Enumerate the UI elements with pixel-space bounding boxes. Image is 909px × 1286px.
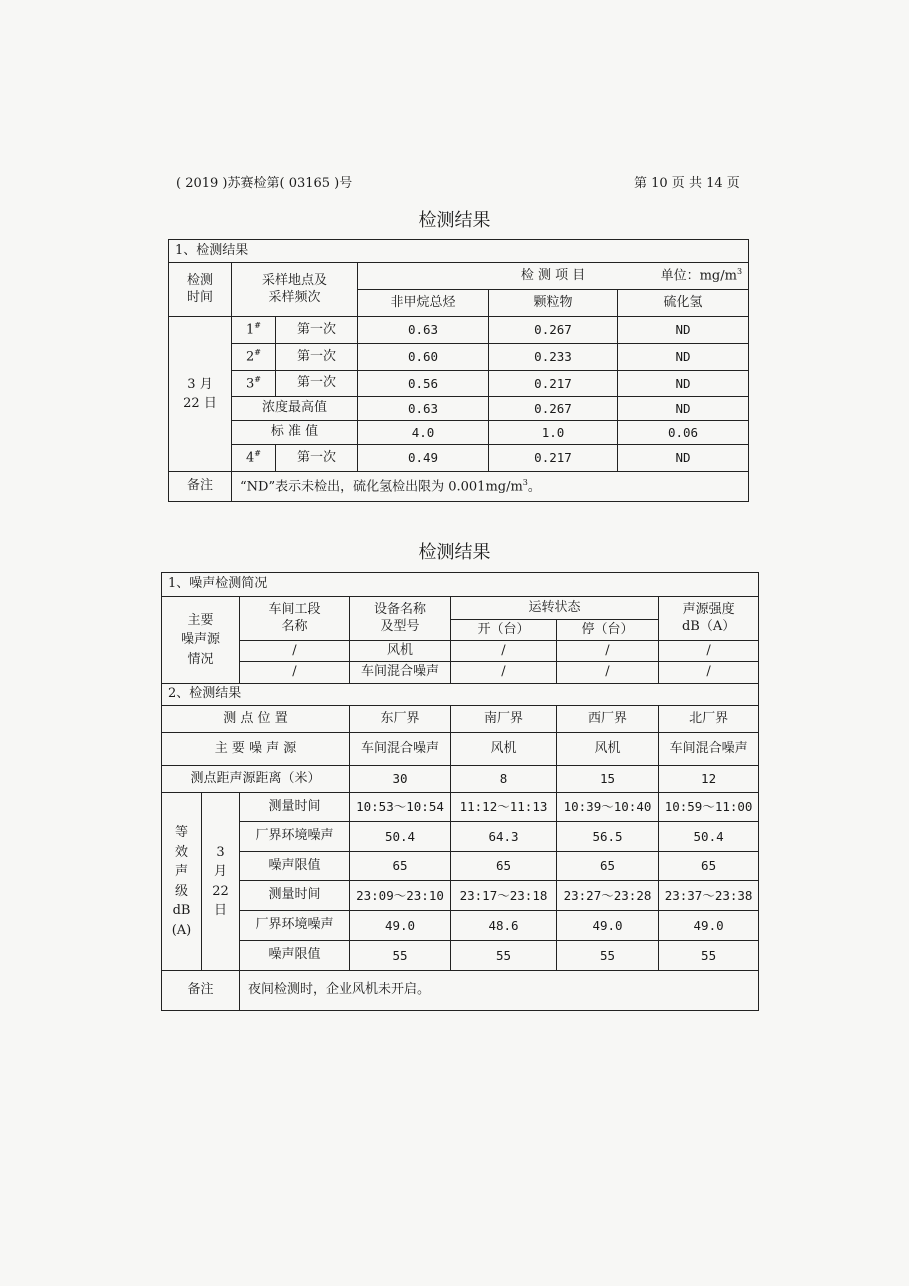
header-equipment: 设备名称 及型号	[350, 597, 451, 641]
value-cell: 0.63	[358, 317, 489, 344]
value-cell: 64.3	[451, 822, 557, 852]
distance-label: 测点距声源距离（米）	[162, 766, 350, 793]
distance-cell: 8	[451, 766, 557, 793]
value-cell: 65	[557, 852, 659, 881]
value-cell: ND	[618, 317, 749, 344]
value-cell: 0.217	[489, 371, 618, 397]
row-label: 噪声限值	[240, 941, 350, 971]
src-cell: /	[659, 662, 759, 684]
location-south: 南厂界	[451, 706, 557, 733]
source-cell: 风机	[451, 733, 557, 766]
value-cell: 10:59～11:00	[659, 793, 759, 822]
freq-label: 第一次	[276, 445, 358, 472]
table2-section2-title: 2、检测结果	[162, 684, 759, 706]
freq-label: 第一次	[276, 317, 358, 344]
distance-cell: 30	[350, 766, 451, 793]
src-cell: 风机	[350, 641, 451, 662]
value-cell: 11:12～11:13	[451, 793, 557, 822]
value-cell: 23:37～23:38	[659, 881, 759, 911]
header-time: 检测 时间	[169, 263, 232, 317]
value-cell: 50.4	[350, 822, 451, 852]
table2-section1-title: 1、噪声检测简况	[162, 573, 759, 597]
value-cell: 0.56	[358, 371, 489, 397]
note-text: 夜间检测时，企业风机未开启。	[240, 971, 759, 1011]
row-label: 厂界环境噪声	[240, 911, 350, 941]
note-label: 备注	[162, 971, 240, 1011]
value-cell: 55	[451, 941, 557, 971]
site-label: 4#	[232, 445, 276, 472]
value-cell: 55	[350, 941, 451, 971]
value-cell: 49.0	[659, 911, 759, 941]
value-cell: 56.5	[557, 822, 659, 852]
value-cell: 55	[557, 941, 659, 971]
source-cell: 车间混合噪声	[350, 733, 451, 766]
location-west: 西厂界	[557, 706, 659, 733]
value-cell: 49.0	[557, 911, 659, 941]
value-cell: 0.217	[489, 445, 618, 472]
value-cell: 10:39～10:40	[557, 793, 659, 822]
value-cell: 23:27～23:28	[557, 881, 659, 911]
value-cell: 23:09～23:10	[350, 881, 451, 911]
value-cell: ND	[618, 445, 749, 472]
value-cell: 55	[659, 941, 759, 971]
note-text: “ND”表示未检出，硫化氢检出限为 $0.001mg/m^3$。	[232, 472, 749, 502]
distance-cell: 12	[659, 766, 759, 793]
page-number: 第 10 页 共 14 页	[634, 176, 740, 191]
table1-section-title: 1、检测结果	[169, 240, 749, 263]
location-label: 测 点 位 置	[162, 706, 350, 733]
value-cell: 10:53～10:54	[350, 793, 451, 822]
value-cell: 0.233	[489, 344, 618, 371]
header-items: 检 测 项 目 单位：$mg/m^3$	[358, 263, 749, 290]
src-cell: /	[451, 662, 557, 684]
table2-title: 检测结果	[418, 542, 491, 563]
item-nmhc: 非甲烷总烃	[358, 290, 489, 317]
unit-label: 单位：$mg/m^3$	[660, 267, 743, 284]
value-cell: 0.06	[618, 421, 749, 445]
source-cell: 风机	[557, 733, 659, 766]
value-cell: 50.4	[659, 822, 759, 852]
value-cell: 1.0	[489, 421, 618, 445]
src-cell: /	[557, 662, 659, 684]
location-east: 东厂界	[350, 706, 451, 733]
report-number: ( 2019 )苏赛检第( 03165 )号	[176, 176, 353, 191]
src-cell: /	[451, 641, 557, 662]
item-h2s: 硫化氢	[618, 290, 749, 317]
value-cell: ND	[618, 397, 749, 421]
main-source-label: 主要 噪声源 情况	[162, 597, 240, 684]
value-cell: 49.0	[350, 911, 451, 941]
freq-label: 第一次	[276, 344, 358, 371]
location-north: 北厂界	[659, 706, 759, 733]
table2	[161, 572, 759, 1011]
sample-date: 3 月 22 日	[169, 317, 232, 472]
value-cell: 23:17～23:18	[451, 881, 557, 911]
value-cell: 4.0	[358, 421, 489, 445]
site-label: 1#	[232, 317, 276, 344]
item-pm: 颗粒物	[489, 290, 618, 317]
freq-label: 第一次	[276, 371, 358, 397]
header-workshop: 车间工段 名称	[240, 597, 350, 641]
value-cell: 0.60	[358, 344, 489, 371]
site-label: 2#	[232, 344, 276, 371]
source-cell: 车间混合噪声	[659, 733, 759, 766]
src-cell: /	[240, 641, 350, 662]
row-label: 测量时间	[240, 793, 350, 822]
src-cell: /	[557, 641, 659, 662]
row-label: 噪声限值	[240, 852, 350, 881]
equivalent-level-label: 等 效 声 级 dB (A)	[162, 793, 202, 971]
header-status: 运转状态	[451, 597, 659, 620]
note-label: 备注	[169, 472, 232, 502]
value-cell: 0.49	[358, 445, 489, 472]
std-label: 标 准 值	[232, 421, 358, 445]
header-on: 开（台）	[451, 620, 557, 641]
header-off: 停（台）	[557, 620, 659, 641]
src-cell: /	[659, 641, 759, 662]
distance-cell: 15	[557, 766, 659, 793]
value-cell: 65	[350, 852, 451, 881]
src-cell: /	[240, 662, 350, 684]
site-label: 3#	[232, 371, 276, 397]
table1	[168, 239, 749, 502]
value-cell: 0.267	[489, 397, 618, 421]
max-label: 浓度最高值	[232, 397, 358, 421]
value-cell: 48.6	[451, 911, 557, 941]
value-cell: ND	[618, 344, 749, 371]
row-label: 测量时间	[240, 881, 350, 911]
header-site: 采样地点及 采样频次	[232, 263, 358, 317]
value-cell: 0.267	[489, 317, 618, 344]
value-cell: ND	[618, 371, 749, 397]
value-cell: 65	[451, 852, 557, 881]
value-cell: 0.63	[358, 397, 489, 421]
header-strength: 声源强度 dB（A）	[659, 597, 759, 641]
table1-title: 检测结果	[418, 210, 491, 231]
source-label: 主 要 噪 声 源	[162, 733, 350, 766]
noise-date: 3 月 22 日	[202, 793, 240, 971]
value-cell: 65	[659, 852, 759, 881]
src-cell: 车间混合噪声	[350, 662, 451, 684]
row-label: 厂界环境噪声	[240, 822, 350, 852]
